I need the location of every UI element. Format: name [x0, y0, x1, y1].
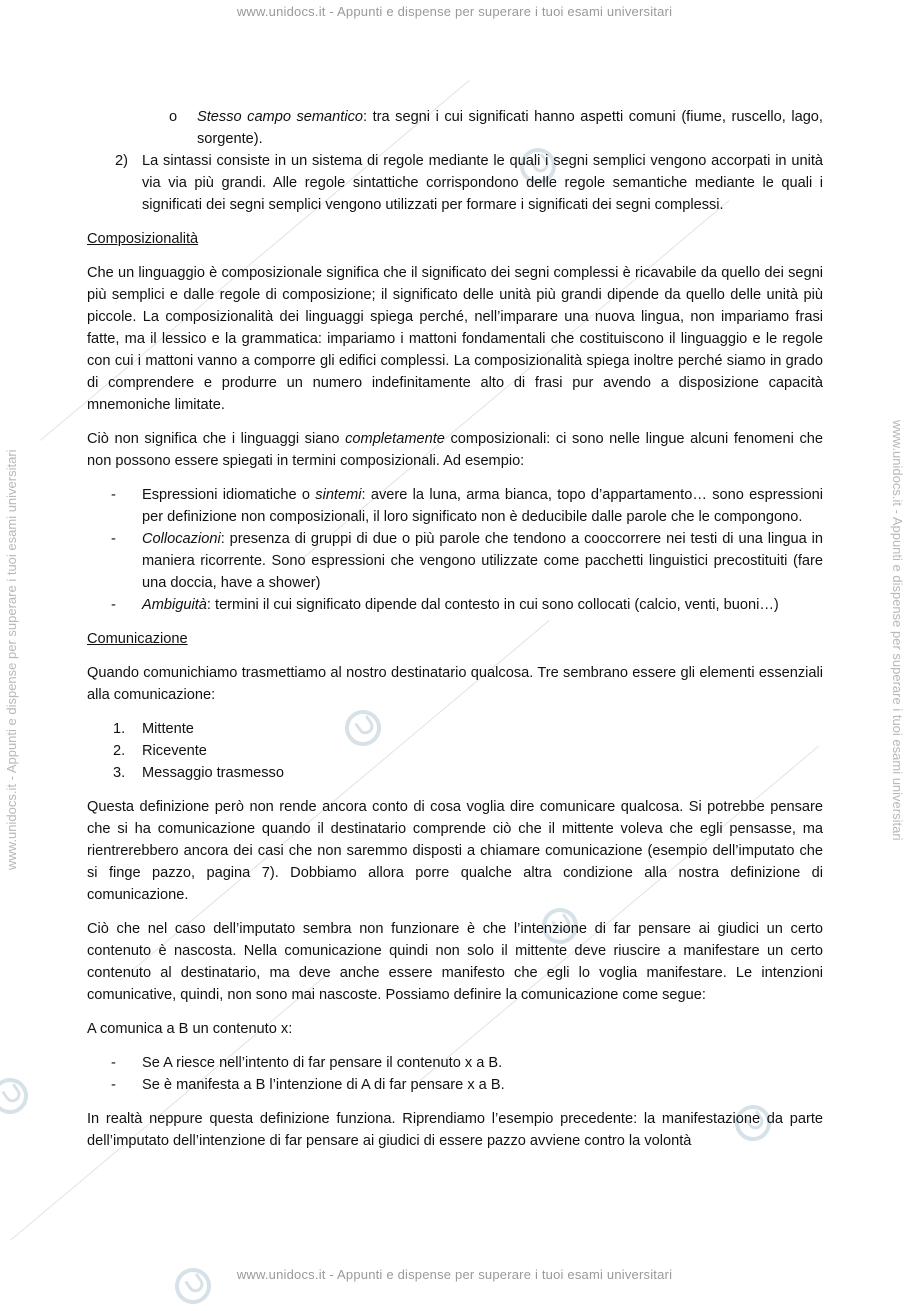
- list-item: [87, 484, 823, 528]
- list-marker: -: [111, 531, 116, 547]
- paragraph-text: composizionali: ci sono nelle lingue alcuni fenomeni che non possono essere spiegati in termini composizionali. Ad esempio:: [87, 431, 823, 469]
- list-marker: 3.: [113, 765, 126, 781]
- paragraph: Questa definizione però non rende ancora conto di cosa voglia dire comunicare qualcosa. Si potrebbe pensare che si ha comunicazione quando il destinatario comprende ciò che il mittente voleva che egli pensasse, ma rientrerebbero ancora dei casi che non saremmo disposti a chiamare comunicazione (esempio dell’imputato che si finge pazzo, pagina 7). Dobbiamo allora porre qualche altra condizione alla nostra definizione di comunicazione.: [87, 799, 823, 903]
- paragraph-text: Ciò non significa che i linguaggi siano: [87, 431, 346, 447]
- paragraph: In realtà neppure questa definizione funziona. Riprendiamo l’esempio precedente: la manifestazione da parte dell’imputato dell’intenzione di far pensare ai giudici di essere pazzo avviene contro la volontà: [87, 1111, 823, 1149]
- list-item: [87, 106, 823, 150]
- semantic-relations-sublist: [87, 106, 823, 150]
- list-marker: -: [111, 1055, 116, 1071]
- syntax-list: [87, 150, 823, 216]
- list-item: [87, 1074, 823, 1096]
- list-item-text: : avere la luna, arma bianca, topo d’appartamento… sono espressioni per definizione non composizionali, il loro significato non è deducibile dalle parole che le compongono.: [142, 487, 823, 525]
- left-side-watermark: www.unidocs.it - Appunti e dispense per superare i tuoi esami universitari: [4, 449, 19, 870]
- list-marker: 2): [115, 153, 128, 169]
- paragraph: A comunica a B un contenuto x:: [87, 1021, 293, 1037]
- list-item-text: : termini il cui significato dipende dal contesto in cui sono collocati (calcio, venti, buoni…): [206, 597, 779, 613]
- list-marker: -: [111, 487, 116, 503]
- list-item: [87, 718, 823, 740]
- list-item-text: Espressioni idiomatiche o: [142, 487, 316, 503]
- list-item: [87, 528, 823, 594]
- header-watermark-text: www.unidocs.it - Appunti e dispense per superare i tuoi esami universitari: [236, 4, 673, 19]
- list-item: [87, 762, 823, 784]
- list-item: [87, 1052, 823, 1074]
- paragraph: [87, 428, 823, 472]
- list-item-text: La sintassi consiste in un sistema di regole mediante le quali i segni semplici vengono accorpati in unità via via più grandi. Alle regole sintattiche corrispondono delle regole semantiche mediante le quali i significati dei segni semplici vengono utilizzati per formare i significati dei segni complessi.: [142, 153, 823, 213]
- list-marker: -: [111, 1077, 116, 1093]
- list-item-term: Collocazioni: [142, 531, 221, 547]
- list-item-text: : presenza di gruppi di due o più parole che tendono a cooccorrere nei testi di una lingua in maniera ricorrente. Sono espressioni che vengono utilizzate come pacchetti linguistici precostituiti (fare una doccia, have a shower): [142, 531, 823, 591]
- paragraph: Ciò che nel caso dell’imputato sembra non funzionare è che l’intenzione di far pensare ai giudici un certo contenuto è nascosta. Nella comunicazione quindi non solo il mittente deve riuscire a manifestare un certo contenuto al destinatario, ma deve anche essere manifesto che egli lo voglia manifestare. Le intenzioni comunicative, quindi, non sono mai nascoste. Possiamo definire la comunicazione come segue:: [87, 921, 823, 1003]
- list-marker: o: [169, 109, 178, 125]
- footer-watermark-text: www.unidocs.it - Appunti e dispense per superare i tuoi esami universitari: [236, 1267, 673, 1282]
- emphasis-text: completamente: [345, 431, 445, 447]
- list-item-text: Mittente: [142, 721, 194, 737]
- list-item-text: : tra segni i cui significati hanno aspetti comuni (fiume, ruscello, lago, sorgente).: [197, 109, 823, 147]
- list-item-text: Ricevente: [142, 743, 207, 759]
- list-marker: 1.: [113, 721, 126, 737]
- list-marker: 2.: [113, 743, 126, 759]
- right-side-watermark: www.unidocs.it - Appunti e dispense per superare i tuoi esami universitari: [890, 420, 905, 841]
- list-item-text: Se A riesce nell’intento di far pensare il contenuto x a B.: [142, 1055, 503, 1071]
- list-item: [87, 594, 823, 616]
- list-item-term: sintemi: [315, 487, 362, 503]
- communication-conditions-list: [87, 1052, 823, 1096]
- paragraph: Che un linguaggio è composizionale significa che il significato dei segni complessi è ricavabile da quello dei segni più semplici e dalle regole di composizione; il significato delle unità più grandi dipende da quello delle unità più piccole. La composizionalità dei linguaggi spiega perché, nell’imparare una nuova lingua, non impariamo frasi fatte, ma il lessico e la grammatica: impariamo i mattoni fondamentali che costituiscono il linguaggio e le regole con cui i mattoni vanno a comporre gli edifici complessi. La composizionalità spiega inoltre perché siamo in grado di comprendere e produrre un numero indefinitamente alto di frasi pur avendo a disposizione capacità mnemoniche limitate.: [87, 265, 823, 413]
- paragraph: Quando comunichiamo trasmettiamo al nostro destinatario qualcosa. Tre sembrano essere gli elementi essenziali alla comunicazione:: [87, 665, 823, 703]
- communication-elements-list: [87, 718, 823, 784]
- list-item-text: Messaggio trasmesso: [142, 765, 284, 781]
- list-item-text: Se è manifesta a B l’intenzione di A di far pensare x a B.: [142, 1077, 505, 1093]
- section-heading-composizionalita: Composizionalità: [87, 231, 199, 247]
- list-item-term: Stesso campo semantico: [197, 109, 363, 125]
- unidocs-logo-icon: [0, 1071, 35, 1121]
- list-item-term: Ambiguità: [142, 597, 207, 613]
- list-item: [87, 740, 823, 762]
- list-marker: -: [111, 597, 116, 613]
- section-heading-comunicazione: Comunicazione: [87, 631, 188, 647]
- document-body: [87, 106, 823, 1164]
- header-watermark: [0, 4, 909, 19]
- list-item: [87, 150, 823, 216]
- non-compositional-list: [87, 484, 823, 616]
- footer-watermark: [0, 1267, 909, 1282]
